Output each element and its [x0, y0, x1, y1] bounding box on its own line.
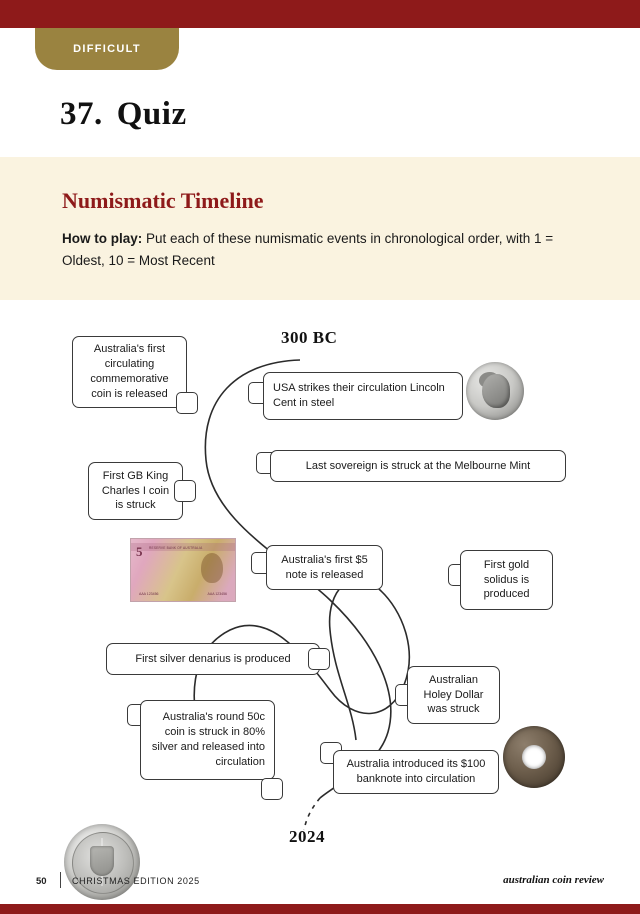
event-box-usa-steel-cent[interactable] [263, 372, 463, 420]
lincoln-cent-profile [482, 374, 510, 408]
page-title-number: 37. [60, 96, 103, 132]
how-to-play-text: Put each of these numismatic events in chronological order, with 1 = Oldest, 10 = Most Recent [62, 231, 554, 269]
page-title-text: Quiz [116, 96, 187, 132]
difficulty-badge [35, 28, 179, 70]
event-box-first-gb-charles-i[interactable] [88, 462, 183, 520]
event-box-first-silver-denarius[interactable] [106, 643, 320, 675]
event-box-round-50c[interactable] [140, 700, 275, 780]
fifty-cent-coin-icon [64, 824, 140, 900]
footer-page-number: 50 [36, 876, 47, 887]
section-title: Numismatic Timeline [62, 188, 264, 213]
how-to-play-label: How to play: [62, 231, 143, 246]
note-serial-right: AAA 123456 [207, 592, 227, 596]
event-box-aus-first-commemorative[interactable] [72, 336, 187, 408]
event-text: USA strikes their circulation Lincoln Cent in steel [273, 382, 445, 409]
note-serial-left: AAA 123456 [139, 592, 159, 596]
answer-box-round-50c-secondary[interactable] [261, 778, 283, 800]
timeline-start-year: 300 BC [281, 328, 338, 347]
timeline-area [0, 300, 640, 860]
page-title [60, 96, 187, 133]
event-box-hundred-dollar-note[interactable] [333, 750, 499, 794]
footer-divider [60, 872, 61, 888]
note-portrait [201, 553, 223, 583]
bottom-accent-bar [0, 904, 640, 914]
note-title-text: RESERVE BANK OF AUSTRALIA [149, 546, 203, 550]
answer-box-aus-first-commemorative[interactable] [176, 392, 198, 414]
holey-dollar-hole [522, 745, 546, 769]
event-box-last-sovereign[interactable] [270, 450, 566, 482]
event-text: Australian Holey Dollar was struck [423, 673, 484, 716]
event-text: Last sovereign is struck at the Melbourne Mint [305, 459, 531, 472]
event-text: First GB King Charles I coin is struck [101, 469, 170, 512]
event-text: First silver denarius is produced [135, 652, 291, 665]
event-box-first-gold-solidus[interactable] [460, 550, 553, 610]
holey-dollar-icon [503, 726, 565, 788]
five-dollar-note-icon [130, 538, 236, 602]
event-box-holey-dollar[interactable] [407, 666, 500, 724]
timeline-end-year: 2024 [289, 827, 325, 846]
lincoln-cent-icon [466, 362, 524, 420]
answer-box-first-gb-charles-i[interactable] [174, 480, 196, 502]
note-denomination: 5 [136, 544, 143, 559]
event-text: Australia's first $5 note is released [281, 553, 368, 581]
footer-brand: australian coin review [503, 874, 604, 886]
fifty-cent-crest [90, 846, 114, 876]
how-to-play [62, 228, 582, 273]
event-box-aus-first-five-note[interactable] [266, 545, 383, 590]
event-text: Australia introduced its $100 banknote into circulation [346, 758, 486, 785]
event-text: Australia's round 50c coin is struck in 80% silver and released into circulation [151, 711, 265, 768]
footer-edition: CHRISTMAS EDITION 2025 [72, 876, 200, 886]
difficulty-label: DIFFICULT [73, 43, 141, 55]
event-text: First gold solidus is produced [483, 558, 530, 601]
answer-box-first-silver-denarius[interactable] [308, 648, 330, 670]
event-text: Australia's first circulating commemorative coin is released [90, 343, 169, 400]
top-accent-bar [0, 0, 640, 28]
